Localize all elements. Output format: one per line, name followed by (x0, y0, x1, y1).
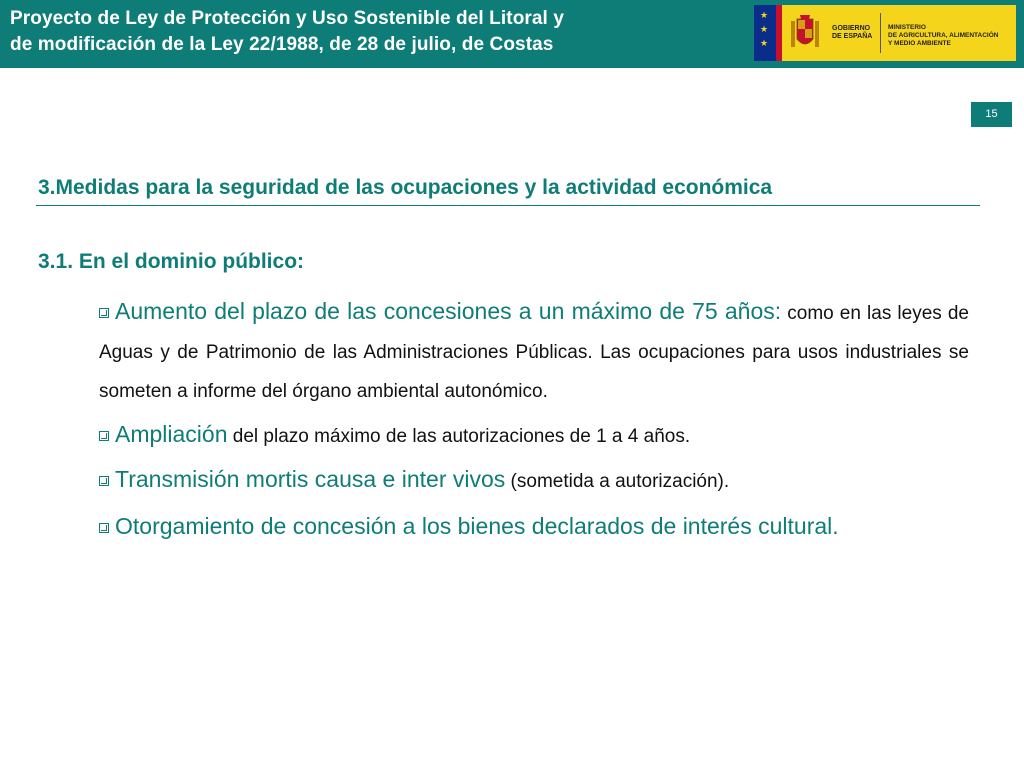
title-line-1: Proyecto de Ley de Protección y Uso Sostenible del Litoral y (10, 8, 564, 29)
ministerio-line-2: DE AGRICULTURA, ALIMENTACIÓN (888, 32, 999, 39)
checkbox-bullet-icon (99, 431, 109, 441)
list-item (99, 414, 969, 458)
star-icon: ★ (760, 38, 769, 48)
subsection-title: 3.1. En el dominio público: (38, 250, 305, 273)
logo-divider (880, 13, 881, 53)
bullet-lead: Otorgamiento de concesión a los bienes declarados de interés cultural. (115, 513, 839, 539)
flag-strip (776, 5, 782, 61)
section-title: 3.Medidas para la seguridad de las ocupaciones y la actividad económica (38, 176, 773, 199)
bullet-list (99, 292, 969, 552)
page-number-badge: 15 (971, 102, 1012, 127)
list-item (99, 504, 969, 552)
bullet-text: del plazo máximo de las autorizaciones de 1 a 4 años. (227, 426, 691, 447)
star-icon: ★ (760, 10, 769, 20)
bullet-text: como en las leyes de Aguas y de Patrimonio de las Administraciones Públicas. Las ocupaciones para usos industriales se someten a informe del órgano ambiental autonómico. (99, 303, 969, 402)
gobierno-text (832, 25, 872, 41)
title-line-2: de modificación de la Ley 22/1988, de 28 de julio, de Costas (10, 34, 554, 55)
government-logo (754, 5, 1016, 61)
coat-of-arms-icon (790, 15, 820, 51)
ministerio-text (888, 24, 999, 48)
gobierno-line-2: DE ESPAÑA (832, 33, 873, 40)
star-icon: ★ (760, 24, 769, 34)
list-item (99, 458, 969, 504)
checkbox-bullet-icon (99, 523, 109, 533)
ministerio-line-1: MINISTERIO (888, 24, 926, 31)
bullet-lead: Aumento del plazo de las concesiones a un máximo de 75 años: (115, 298, 782, 324)
ministerio-line-3: Y MEDIO AMBIENTE (888, 40, 951, 47)
bullet-lead: Transmisión mortis causa e inter vivos (115, 466, 506, 492)
gobierno-line-1: GOBIERNO (832, 25, 871, 32)
bullet-text: (sometida a autorización). (505, 471, 730, 492)
section-divider (36, 205, 980, 206)
checkbox-bullet-icon (99, 308, 109, 318)
list-item (99, 292, 969, 412)
header-bar (0, 0, 1024, 68)
presentation-title (10, 6, 710, 58)
bullet-lead: Ampliación (115, 421, 228, 447)
checkbox-bullet-icon (99, 476, 109, 486)
flag-icon (754, 5, 776, 61)
